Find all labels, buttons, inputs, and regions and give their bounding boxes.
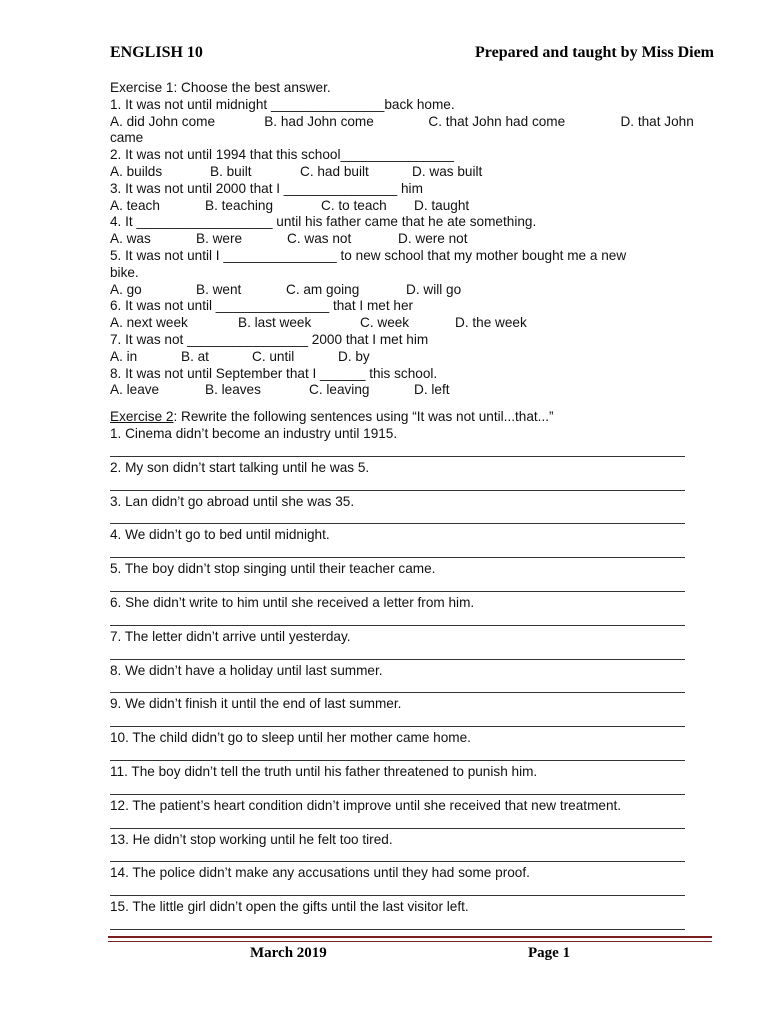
header-course: ENGLISH 10 [110,44,203,61]
rewrite-sentence: 14. The police didn’t make any accusations until they had some proof. [110,865,530,881]
answer-option[interactable]: D. will go [406,281,462,297]
answer-options [110,349,710,366]
question-text: 2. It was not until 1994 that this school_______________ [110,147,454,163]
answer-option[interactable]: A. in [110,348,138,364]
exercise2-sentences [110,426,710,933]
answer-option[interactable]: A. builds [110,163,163,179]
header-author: Prepared and taught by Miss Diem [475,44,714,61]
rewrite-sentence: 3. Lan didn’t go abroad until she was 35. [110,493,355,509]
question-text: 5. It was not until I _______________ to new school that my mother bought me a new [110,247,627,263]
answer-option[interactable]: B. were [196,231,243,247]
answer-line[interactable] [110,477,710,494]
exercise1-questions [110,97,710,399]
answer-option[interactable]: D. taught [414,197,470,213]
question-text: 8. It was not until September that I ______ this school. [110,365,438,381]
answer-line[interactable] [110,781,710,798]
footer-page-number: Page 1 [528,945,571,961]
answer-line[interactable] [110,646,710,663]
answer-options [110,231,710,248]
answer-option-continued: came [110,130,144,146]
answer-line[interactable] [110,882,710,899]
answer-line[interactable] [110,713,710,730]
answer-line[interactable] [110,544,710,561]
footer-rule-thin [108,941,712,942]
answer-line[interactable] [110,679,710,696]
rewrite-sentence: 8. We didn’t have a holiday until last summer. [110,662,383,678]
rewrite-sentence: 11. The boy didn’t tell the truth until his father threatened to punish him. [110,763,538,779]
answer-line[interactable] [110,747,710,764]
answer-option[interactable]: B. last week [238,315,312,331]
answer-option[interactable]: B. built [210,163,252,179]
question-text: 6. It was not until _______________ that I met her [110,298,414,314]
answer-option[interactable]: A. teach [110,197,160,213]
exercise2-title-label: Exercise 2 [110,409,174,425]
answer-option[interactable]: A. did John come [110,113,216,129]
answer-options [110,198,710,215]
rewrite-sentence: 10. The child didn’t go to sleep until her mother came home. [110,730,471,746]
answer-option[interactable]: C. was not [287,231,352,247]
answer-options [110,114,710,131]
rewrite-sentence: 4. We didn’t go to bed until midnight. [110,527,330,543]
answer-option[interactable]: D. that John [620,113,694,129]
answer-option[interactable]: A. leave [110,382,160,398]
question-text: 4. It __________________ until his father came that he ate something. [110,214,537,230]
footer-rule [108,936,712,938]
answer-option[interactable]: D. the week [455,315,527,331]
answer-option[interactable]: B. teaching [205,197,274,213]
rewrite-sentence: 6. She didn’t write to him until she received a letter from him. [110,594,475,610]
answer-options [110,282,710,299]
answer-line[interactable] [110,815,710,832]
answer-option[interactable]: A. was [110,231,151,247]
answer-option[interactable]: D. were not [398,231,468,247]
rewrite-sentence: 2. My son didn’t start talking until he was 5. [110,459,370,475]
answer-option[interactable]: C. until [252,348,295,364]
answer-option[interactable]: B. went [196,281,242,297]
answer-option[interactable]: A. next week [110,315,188,331]
rewrite-sentence: 5. The boy didn’t stop singing until their teacher came. [110,561,436,577]
rewrite-sentence: 7. The letter didn’t arrive until yesterday. [110,628,351,644]
answer-option[interactable]: D. left [414,382,450,398]
answer-option[interactable]: B. leaves [205,382,261,398]
answer-options [110,315,710,332]
rewrite-sentence: 1. Cinema didn’t become an industry until 1915. [110,425,398,441]
answer-line[interactable] [110,578,710,595]
rewrite-sentence: 12. The patient’s heart condition didn’t improve until she received that new treatment. [110,797,622,813]
answer-option[interactable]: C. leaving [309,382,370,398]
question-text: 7. It was not ________________ 2000 that I met him [110,331,429,347]
answer-line[interactable] [110,612,710,629]
rewrite-sentence: 9. We didn’t finish it until the end of last summer. [110,696,402,712]
answer-line[interactable] [110,848,710,865]
rewrite-sentence: 13. He didn’t stop working until he felt too tired. [110,831,393,847]
question-text: 1. It was not until midnight _______________back home. [110,96,455,112]
answer-option[interactable]: C. week [360,315,410,331]
answer-line[interactable] [110,510,710,527]
answer-line[interactable] [110,443,710,460]
question-text: 3. It was not until 2000 that I _______________ him [110,180,423,196]
answer-line[interactable] [110,916,710,933]
answer-option[interactable]: D. was built [412,163,483,179]
question-text-continued: bike. [110,264,139,280]
answer-options [110,164,710,181]
answer-options [110,382,710,399]
exercise2-title [110,409,710,426]
answer-option[interactable]: A. go [110,281,142,297]
worksheet-body [110,80,710,933]
footer-date: March 2019 [250,945,327,961]
answer-option[interactable]: C. to teach [321,197,387,213]
answer-option[interactable]: C. am going [286,281,360,297]
answer-option[interactable]: B. had John come [264,113,374,129]
exercise2-title-instructions: : Rewrite the following sentences using “It was not until...that...” [173,409,554,425]
answer-option[interactable]: C. that John had come [428,113,566,129]
answer-option[interactable]: C. had built [300,163,369,179]
answer-option[interactable]: B. at [181,348,209,364]
answer-option[interactable]: D. by [338,348,370,364]
exercise1-title: Exercise 1: Choose the best answer. [110,80,331,95]
rewrite-sentence: 15. The little girl didn’t open the gifts until the last visitor left. [110,899,469,915]
